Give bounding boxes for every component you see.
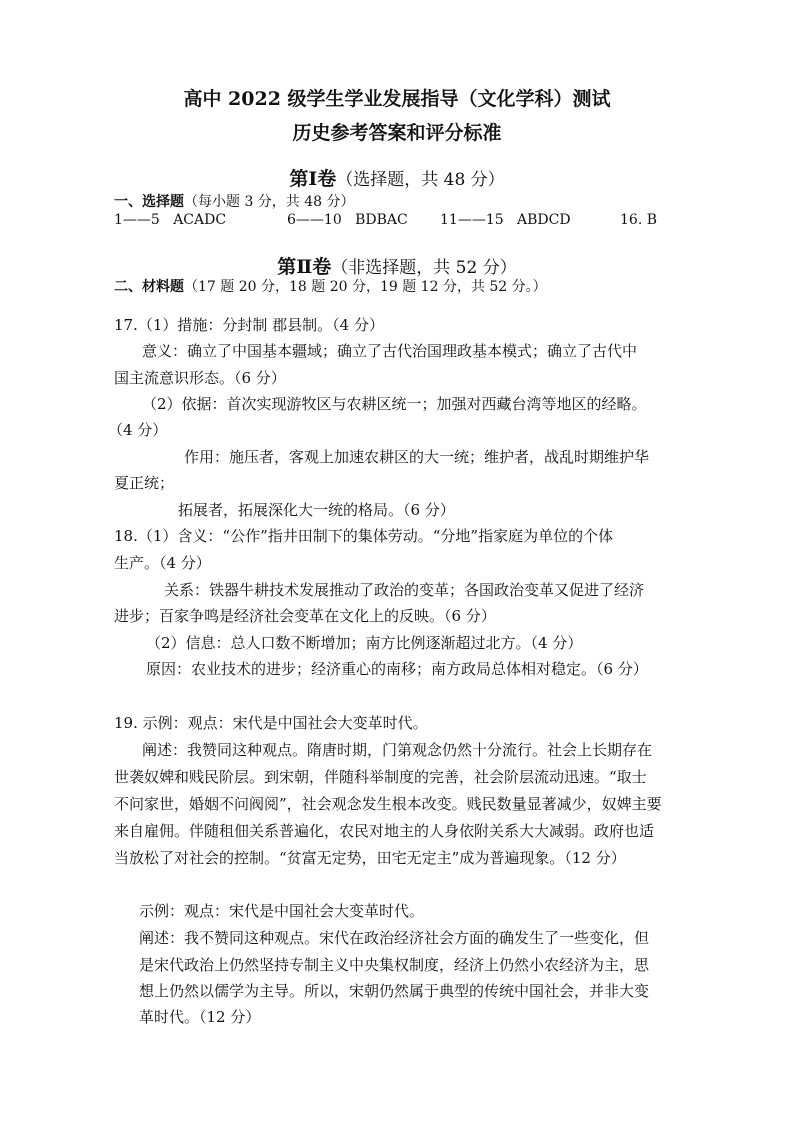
q19-line: 19. 示例：观点：宋代是中国社会大变革时代。 bbox=[114, 714, 428, 732]
part2-heading bbox=[0, 252, 794, 279]
section-material-label: 二、材料题 bbox=[114, 279, 184, 295]
answer-range: 11——15 bbox=[440, 212, 504, 228]
section-material-note: （17 题 20 分，18 题 20 分，19 题 12 分，共 52 分。） bbox=[184, 279, 547, 295]
q17-line: 意义：确立了中国基本疆域；确立了古代治国理政基本模式；确立了古代中 bbox=[142, 342, 638, 360]
q18-line: 18.（1）含义：“公作”指井田制下的集体劳动。“分地”指家庭为单位的个体 bbox=[114, 527, 614, 545]
q17-line: 17.（1）措施：分封制 郡县制。（4 分） bbox=[114, 316, 384, 334]
document-subtitle: 历史参考答案和评分标准 bbox=[292, 122, 502, 144]
section-material-header bbox=[114, 276, 547, 296]
q19-alt-line: 示例：观点：宋代是中国社会大变革时代。 bbox=[139, 902, 425, 920]
answer-group-3 bbox=[440, 212, 571, 228]
q18-line: 关系：铁器牛耕技术发展推动了政治的变革；各国政治变革又促进了经济 bbox=[164, 581, 645, 599]
q17-line: 夏正统； bbox=[114, 474, 175, 492]
q18-line: （2）信息：总人口数不断增加；南方比例逐渐超过北方。（4 分） bbox=[146, 634, 583, 652]
answer-letters: ACADC bbox=[173, 212, 227, 228]
q17-line: 作用：施压者，客观上加速农耕区的大一统；维护者，战乱时期维护华 bbox=[184, 448, 650, 466]
q18-line: 进步；百家争鸣是经济社会变革在文化上的反映。（6 分） bbox=[114, 607, 496, 625]
q19-alt-line: 阐述：我不赞同这种观点。宋代在政治经济社会方面的确发生了一些变化，但 bbox=[139, 929, 650, 947]
document-title: 高中 2022 级学生学业发展指导（文化学科）测试 bbox=[183, 88, 611, 110]
answer-letters: BDBAC bbox=[355, 212, 408, 228]
part1-heading-note: （选择题，共 48 分） bbox=[336, 170, 505, 190]
answer-group-1 bbox=[114, 212, 226, 228]
answer-letters: B bbox=[646, 212, 658, 228]
section-choice-header bbox=[114, 191, 355, 211]
answer-range: 1——5 bbox=[114, 212, 160, 228]
q19-alt-line: 是宋代政治上仍然坚持专制主义中央集权制度，经济上仍然小农经济为主，思 bbox=[139, 956, 650, 974]
q17-line: 拓展者，拓展深化大一统的格局。（6 分） bbox=[178, 501, 455, 519]
answer-group-2 bbox=[287, 212, 408, 228]
answer-group-4 bbox=[620, 212, 657, 228]
answer-range: 16. bbox=[620, 212, 643, 228]
q17-line: （4 分） bbox=[108, 421, 168, 439]
answer-letters: ABDCD bbox=[517, 212, 571, 228]
section-choice-note: （每小题 3 分，共 48 分） bbox=[184, 194, 355, 210]
q17-line: （2）依据：首次实现游牧区与农耕区统一；加强对西藏台湾等地区的经略。 bbox=[142, 395, 647, 413]
section-choice-label: 一、选择题 bbox=[114, 194, 184, 210]
q19-line: 阐述：我赞同这种观点。隋唐时期，门第观念仍然十分流行。社会上长期存在 bbox=[142, 741, 653, 759]
part2-heading-note: （非选择题，共 52 分） bbox=[331, 258, 517, 278]
answer-range: 6——10 bbox=[287, 212, 342, 228]
q19-alt-line: 革时代。（12 分） bbox=[139, 1008, 261, 1026]
part1-heading bbox=[0, 164, 794, 191]
q19-line: 世袭奴婢和贱民阶层。到宋朝，伴随科举制度的完善，社会阶层流动迅速。“取士 bbox=[114, 768, 647, 786]
q19-alt-line: 想上仍然以儒学为主导。所以，宋朝仍然属于典型的传统中国社会，并非大变 bbox=[139, 982, 650, 1000]
q18-line: 生产。（4 分） bbox=[114, 554, 211, 572]
part1-heading-label: 第Ⅰ卷 bbox=[289, 168, 337, 190]
q17-line: 国主流意识形态。（6 分） bbox=[114, 369, 286, 387]
q19-line: 来自雇佣。伴随租佃关系普遍化，农民对地主的人身依附关系大大减弱。政府也适 bbox=[114, 822, 655, 840]
q19-line: 当放松了对社会的控制。“贫富无定势，田宅无定主”成为普遍现象。（12 分） bbox=[114, 849, 626, 867]
part2-heading-label: 第Ⅱ卷 bbox=[277, 256, 332, 278]
q18-line: 原因：农业技术的进步；经济重心的南移；南方政局总体相对稳定。（6 分） bbox=[146, 660, 648, 678]
q19-line: 不问家世，婚姻不问阀阅”，社会观念发生根本改变。贱民数量显著减少，奴婢主要 bbox=[114, 795, 662, 813]
